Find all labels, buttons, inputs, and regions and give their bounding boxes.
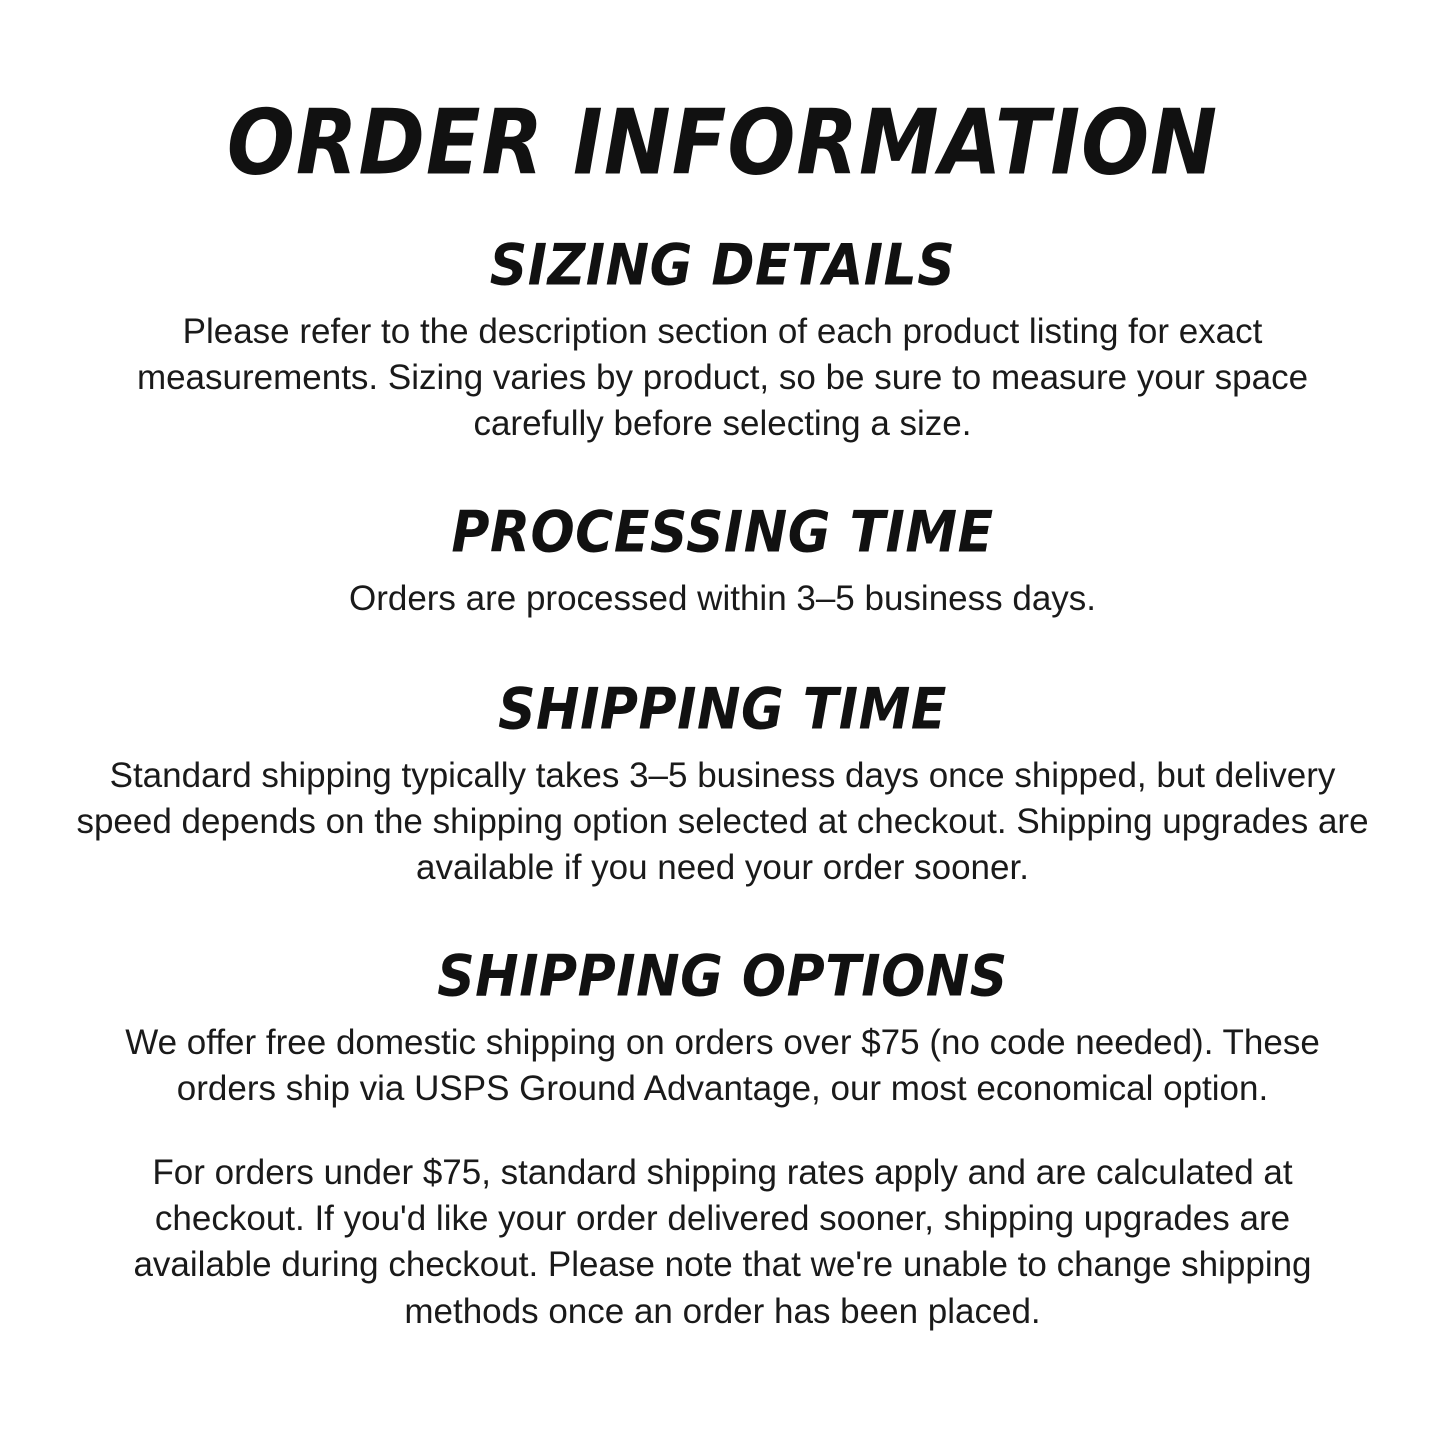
section-shipping-time (70, 676, 1375, 891)
section-heading-sizing-details: SIZING DETAILS (489, 232, 956, 299)
section-sizing-details (70, 232, 1375, 447)
section-shipping-options (70, 943, 1375, 1335)
section-heading-processing-time: PROCESSING TIME (451, 499, 994, 566)
section-heading-shipping-time: SHIPPING TIME (498, 676, 947, 743)
section-body-shipping-options-free: We offer free domestic shipping on orders over $75 (no code needed). These orders ship via USPS Ground Advantage, our most economical option. (125, 1022, 1320, 1108)
page-title: ORDER INFORMATION (226, 90, 1219, 195)
section-body-shipping-time: Standard shipping typically takes 3–5 business days once shipped, but delivery speed depends on the shipping option selected at checkout. Shipping upgrades are available if you need your order sooner. (76, 755, 1369, 887)
section-body-shipping-options-under-threshold: For orders under $75, standard shipping rates apply and are calculated at checkout. If you'd like your order delivered sooner, shipping upgrades are available during checkout. Please note that we're unable to change shipping methods once an order has been placed. (133, 1153, 1312, 1331)
section-heading-shipping-options: SHIPPING OPTIONS (437, 943, 1008, 1010)
section-body-sizing-details: Please refer to the description section of each product listing for exact measurements. Sizing varies by product, so be sure to measure your space carefully before selecting a size. (136, 311, 1309, 443)
section-body-processing-time: Orders are processed within 3–5 business days. (348, 578, 1097, 618)
section-processing-time (70, 499, 1375, 622)
